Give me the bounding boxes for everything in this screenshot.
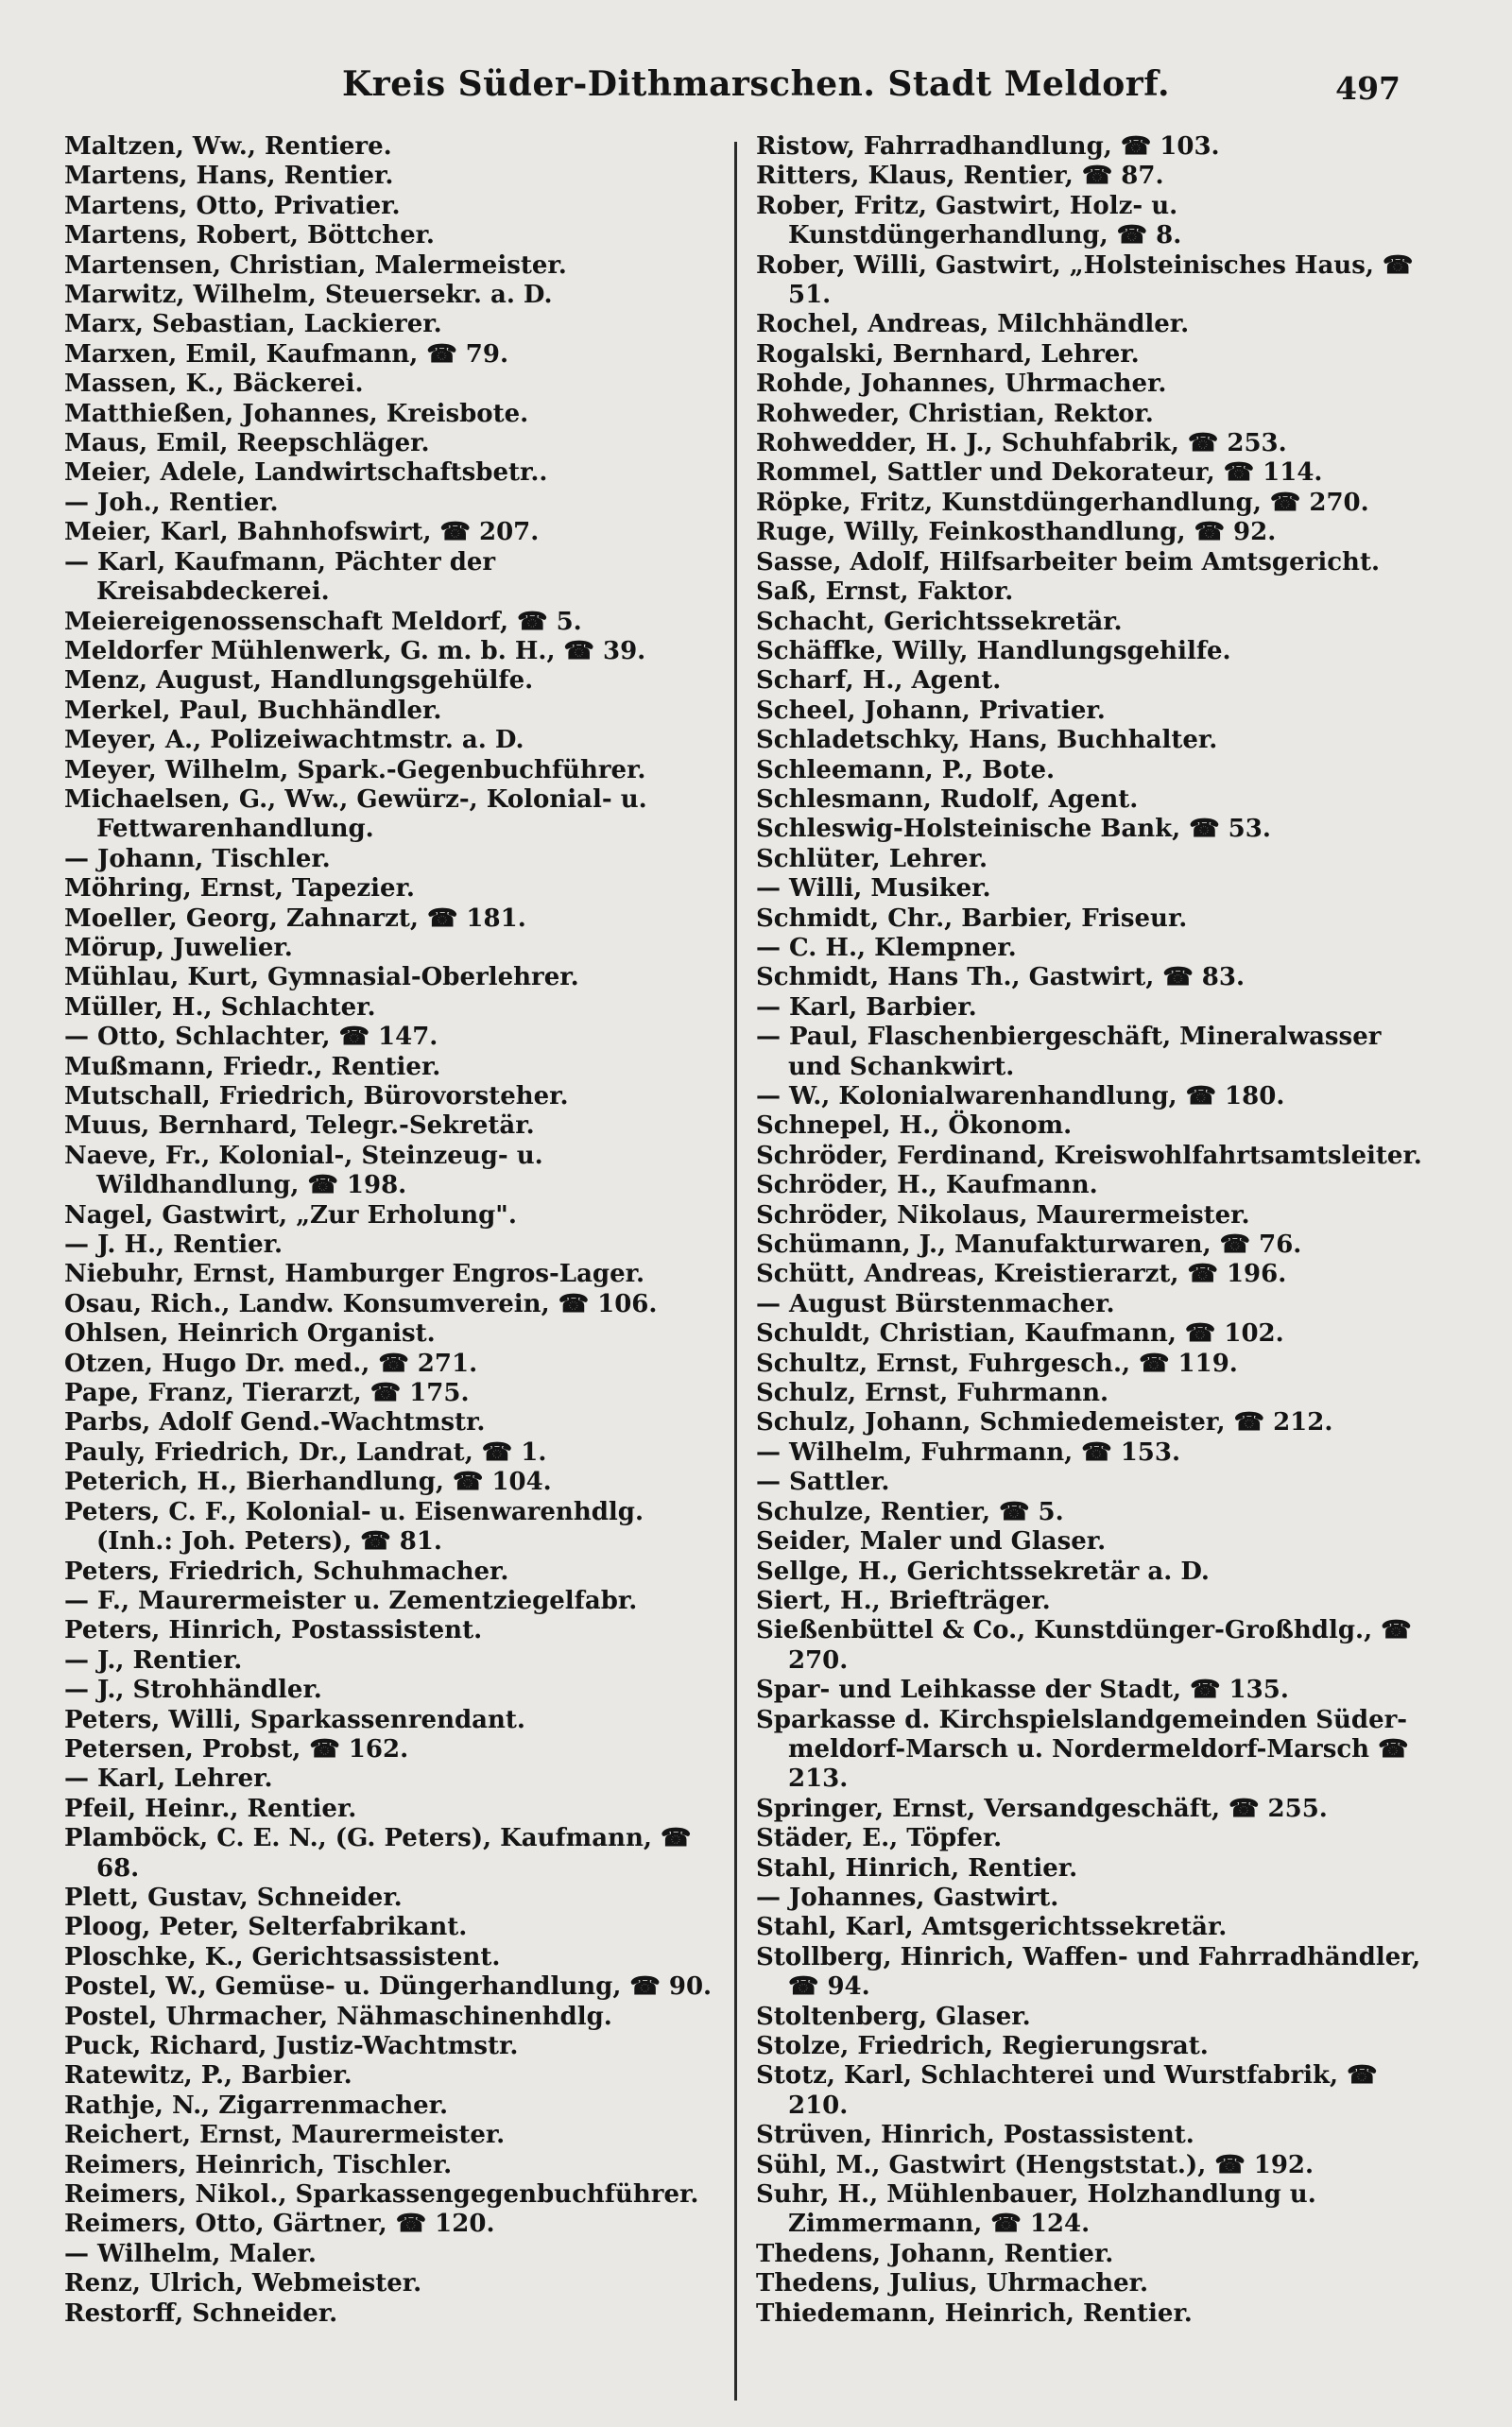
- directory-entry: Meyer, A., Polizeiwachtmstr. a. D.: [64, 726, 524, 755]
- directory-entry: Pauly, Friedrich, Dr., Landrat, ☎ 1.: [64, 1437, 547, 1467]
- directory-entry: Röpke, Fritz, Kunstdüngerhandlung, ☎ 270.: [756, 488, 1369, 517]
- directory-entry: Ristow, Fahrradhandlung, ☎ 103.: [756, 132, 1220, 161]
- directory-entry: Postel, W., Gemüse- u. Düngerhandlung, ☎ 90.: [64, 1972, 713, 2002]
- directory-entry: — Sattler.: [756, 1468, 890, 1497]
- directory-entry: Städer, E., Töpfer.: [756, 1824, 1003, 1853]
- directory-entry: Schmidt, Hans Th., Gastwirt, ☎ 83.: [756, 963, 1246, 992]
- directory-entry: Niebuhr, Ernst, Hamburger Engros-Lager.: [64, 1260, 645, 1289]
- directory-entry: Schuldt, Christian, Kaufmann, ☎ 102.: [756, 1319, 1284, 1349]
- directory-entry: Restorff, Schneider.: [64, 2298, 338, 2328]
- directory-entry: Marx, Sebastian, Lackierer.: [64, 310, 442, 339]
- directory-entry: Ploschke, K., Gerichtsassistent.: [64, 1942, 501, 1971]
- directory-entry: Thedens, Julius, Uhrmacher.: [756, 2269, 1149, 2298]
- directory-entry: Peters, Friedrich, Schuhmacher.: [64, 1557, 509, 1586]
- directory-entry: Martens, Hans, Rentier.: [64, 162, 394, 191]
- directory-entry: Martens, Otto, Privatier.: [64, 191, 401, 220]
- directory-entry: — Wilhelm, Maler.: [64, 2239, 317, 2268]
- directory-entry: Reimers, Otto, Gärtner, ☎ 120.: [64, 2210, 495, 2239]
- directory-entry: Martens, Robert, Böttcher.: [64, 221, 435, 250]
- directory-entry: Strüven, Hinrich, Postassistent.: [756, 2121, 1194, 2150]
- directory-entry: Petersen, Probst, ☎ 162.: [64, 1734, 409, 1764]
- directory-entry: Schulz, Ernst, Fuhrmann.: [756, 1379, 1109, 1408]
- directory-entry: Rochel, Andreas, Milchhändler.: [756, 310, 1190, 339]
- directory-entry: Naeve, Fr., Kolonial-, Steinzeug- u. Wildhandlung, ☎ 198.: [64, 1141, 543, 1200]
- directory-entry: Plamböck, C. E. N., (G. Peters), Kaufmann, ☎ 68.: [64, 1824, 692, 1883]
- directory-entry: — Karl, Barbier.: [756, 992, 977, 1022]
- directory-entry: Peters, C. F., Kolonial- u. Eisenwarenhdlg. (Inh.: Joh. Peters), ☎ 81.: [64, 1497, 644, 1557]
- directory-entry: Otzen, Hugo Dr. med., ☎ 271.: [64, 1349, 478, 1378]
- directory-entry: Schulz, Johann, Schmiedemeister, ☎ 212.: [756, 1408, 1333, 1437]
- directory-entry: Massen, K., Bäckerei.: [64, 370, 364, 399]
- directory-entry: Sparkasse d. Kirchspielslandgemeinden Süder-meldorf-Marsch u. Nordermeldorf-Marsch ☎ 213.: [756, 1705, 1409, 1794]
- left-column: [64, 132, 726, 2389]
- directory-entry: Reimers, Heinrich, Tischler.: [64, 2150, 453, 2179]
- directory-entry: Schulze, Rentier, ☎ 5.: [756, 1497, 1064, 1526]
- directory-entry: Matthießen, Johannes, Kreisbote.: [64, 399, 529, 428]
- directory-entry: Rommel, Sattler und Dekorateur, ☎ 114.: [756, 458, 1323, 488]
- directory-entry: Meier, Adele, Landwirtschaftsbetr..: [64, 458, 548, 488]
- directory-entry: Michaelsen, G., Ww., Gewürz-, Kolonial- u. Fettwarenhandlung.: [64, 784, 647, 844]
- directory-entry: Pape, Franz, Tierarzt, ☎ 175.: [64, 1379, 470, 1408]
- directory-entry: Marwitz, Wilhelm, Steuersekr. a. D.: [64, 281, 553, 310]
- directory-entry: — W., Kolonialwarenhandlung, ☎ 180.: [756, 1082, 1285, 1110]
- directory-entry: Suhr, H., Mühlenbauer, Holzhandlung u. Zimmermann, ☎ 124.: [756, 2180, 1316, 2239]
- directory-entry: Meier, Karl, Bahnhofswirt, ☎ 207.: [64, 518, 540, 547]
- directory-entry: Reichert, Ernst, Maurermeister.: [64, 2121, 506, 2150]
- directory-entry: Mutschall, Friedrich, Bürovorsteher.: [64, 1082, 569, 1110]
- directory-entry: Schäffke, Willy, Handlungsgehilfe.: [756, 636, 1231, 665]
- directory-entry: Sühl, M., Gastwirt (Hengststat.), ☎ 192.: [756, 2150, 1314, 2179]
- directory-entry: Schleswig-Holsteinische Bank, ☎ 53.: [756, 815, 1271, 844]
- directory-entry: Sasse, Adolf, Hilfsarbeiter beim Amtsgericht.: [756, 547, 1381, 577]
- directory-entry: Schultz, Ernst, Fuhrgesch., ☎ 119.: [756, 1349, 1238, 1378]
- directory-entry: Schleemann, P., Bote.: [756, 755, 1056, 784]
- directory-entry: Rober, Fritz, Gastwirt, Holz- u. Kunstdüngerhandlung, ☎ 8.: [756, 191, 1182, 250]
- directory-entry: Scheel, Johann, Privatier.: [756, 696, 1106, 725]
- directory-entry: — J., Strohhändler.: [64, 1676, 322, 1705]
- directory-entry: Mörup, Juwelier.: [64, 933, 293, 962]
- directory-entry: Siert, H., Briefträger.: [756, 1586, 1051, 1615]
- directory-entry: Rober, Willi, Gastwirt, „Holsteinisches Haus, ☎ 51.: [756, 250, 1414, 310]
- directory-entry: Peters, Willi, Sparkassenrendant.: [64, 1705, 525, 1734]
- directory-entry: Parbs, Adolf Gend.-Wachtmstr.: [64, 1408, 486, 1437]
- directory-entry: Mühlau, Kurt, Gymnasial-Oberlehrer.: [64, 963, 579, 992]
- directory-entry: Ruge, Willy, Feinkosthandlung, ☎ 92.: [756, 518, 1277, 547]
- page-number: 497: [1335, 70, 1400, 107]
- directory-entry: Schnepel, H., Ökonom.: [756, 1111, 1073, 1141]
- directory-entry: Springer, Ernst, Versandgeschäft, ☎ 255.: [756, 1794, 1328, 1823]
- directory-entry: Ritters, Klaus, Rentier, ☎ 87.: [756, 162, 1164, 191]
- directory-entry: Postel, Uhrmacher, Nähmaschinenhdlg.: [64, 2002, 612, 2031]
- directory-entry: — Johannes, Gastwirt.: [756, 1883, 1059, 1912]
- directory-entry: Schütt, Andreas, Kreistierarzt, ☎ 196.: [756, 1260, 1287, 1289]
- directory-entry: Ohlsen, Heinrich Organist.: [64, 1319, 436, 1349]
- directory-entry: Meiereigenossenschaft Meldorf, ☎ 5.: [64, 607, 582, 636]
- directory-entry: Schacht, Gerichtssekretär.: [756, 607, 1123, 636]
- directory-entry: — August Bürstenmacher.: [756, 1289, 1115, 1318]
- directory-entry: — Johann, Tischler.: [64, 844, 331, 873]
- directory-entry: Schröder, Ferdinand, Kreiswohlfahrtsamtsleiter.: [756, 1141, 1422, 1170]
- directory-entry: Schröder, H., Kaufmann.: [756, 1171, 1098, 1200]
- directory-entry: Menz, August, Handlungsgehülfe.: [64, 666, 534, 696]
- directory-entry: Maltzen, Ww., Rentiere.: [64, 132, 392, 161]
- page-header: [0, 59, 1512, 115]
- directory-entry: Marxen, Emil, Kaufmann, ☎ 79.: [64, 339, 509, 369]
- running-title: Kreis Süder-Dithmarschen. Stadt Meldorf.: [342, 64, 1170, 104]
- directory-entry: Schümann, J., Manufakturwaren, ☎ 76.: [756, 1231, 1302, 1260]
- directory-entry: Stahl, Karl, Amtsgerichtssekretär.: [756, 1913, 1228, 1942]
- directory-entry: Ploog, Peter, Selterfabrikant.: [64, 1913, 468, 1942]
- directory-entry: Meldorfer Mühlenwerk, G. m. b. H., ☎ 39.: [64, 636, 646, 665]
- directory-entry: Peterich, H., Bierhandlung, ☎ 104.: [64, 1468, 552, 1497]
- directory-entry: Nagel, Gastwirt, „Zur Erholung".: [64, 1200, 517, 1230]
- directory-entry: — Joh., Rentier.: [64, 488, 279, 517]
- directory-entry: Thiedemann, Heinrich, Rentier.: [756, 2298, 1193, 2328]
- directory-entry: Sellge, H., Gerichtssekretär a. D.: [756, 1557, 1210, 1586]
- directory-entry: — J., Rentier.: [64, 1645, 243, 1675]
- directory-entry: Schlesmann, Rudolf, Agent.: [756, 784, 1139, 814]
- directory-entry: — Otto, Schlachter, ☎ 147.: [64, 1023, 438, 1052]
- directory-entry: Möhring, Ernst, Tapezier.: [64, 874, 415, 904]
- directory-entry: Schlüter, Lehrer.: [756, 844, 988, 873]
- directory-entry: — Wilhelm, Fuhrmann, ☎ 153.: [756, 1437, 1181, 1467]
- directory-entry: Rohwedder, H. J., Schuhfabrik, ☎ 253.: [756, 429, 1287, 458]
- directory-entry: Rathje, N., Zigarrenmacher.: [64, 2091, 448, 2120]
- directory-entry: Seider, Maler und Glaser.: [756, 1527, 1107, 1557]
- directory-entry: Renz, Ulrich, Webmeister.: [64, 2269, 422, 2298]
- directory-entry: Merkel, Paul, Buchhändler.: [64, 696, 442, 725]
- right-column: [756, 132, 1425, 2389]
- directory-entry: Scharf, H., Agent.: [756, 666, 1002, 696]
- directory-entry: Puck, Richard, Justiz-Wachtmstr.: [64, 2032, 519, 2060]
- directory-entry: Stollberg, Hinrich, Waffen- und Fahrradhändler, ☎ 94.: [756, 1942, 1421, 2002]
- directory-entry: Reimers, Nikol., Sparkassengegenbuchführer.: [64, 2180, 699, 2210]
- directory-entry: Maus, Emil, Reepschläger.: [64, 429, 430, 458]
- directory-entry: — F., Maurermeister u. Zementziegelfabr.: [64, 1586, 638, 1615]
- directory-entry: — Karl, Lehrer.: [64, 1764, 273, 1794]
- directory-entry: Mußmann, Friedr., Rentier.: [64, 1052, 441, 1081]
- directory-entry: Spar- und Leihkasse der Stadt, ☎ 135.: [756, 1676, 1289, 1705]
- directory-entry: Meyer, Wilhelm, Spark.-Gegenbuchführer.: [64, 755, 646, 784]
- directory-entry: Schladetschky, Hans, Buchhalter.: [756, 726, 1218, 755]
- directory-entry: Thedens, Johann, Rentier.: [756, 2239, 1114, 2268]
- directory-entry: Rohde, Johannes, Uhrmacher.: [756, 370, 1167, 399]
- directory-entry: Ratewitz, P., Barbier.: [64, 2061, 352, 2091]
- directory-entry: — Karl, Kaufmann, Pächter der Kreisabdeckerei.: [64, 547, 496, 607]
- directory-entry: Sießenbüttel & Co., Kunstdünger-Großhdlg., ☎ 270.: [756, 1616, 1412, 1675]
- directory-entry: Rogalski, Bernhard, Lehrer.: [756, 339, 1140, 369]
- directory-entry: Schröder, Nikolaus, Maurermeister.: [756, 1200, 1250, 1230]
- directory-entry: Stotz, Karl, Schlachterei und Wurstfabrik, ☎ 210.: [756, 2061, 1378, 2120]
- directory-entry: — C. H., Klempner.: [756, 933, 1017, 962]
- directory-entry: Osau, Rich., Landw. Konsumverein, ☎ 106.: [64, 1289, 658, 1318]
- directory-entry: Saß, Ernst, Faktor.: [756, 577, 1014, 607]
- directory-entry: Schmidt, Chr., Barbier, Friseur.: [756, 904, 1188, 933]
- directory-entry: Müller, H., Schlachter.: [64, 992, 376, 1022]
- directory-entry: Stoltenberg, Glaser.: [756, 2002, 1031, 2031]
- directory-entry: Stahl, Hinrich, Rentier.: [756, 1853, 1078, 1883]
- column-divider: [734, 142, 737, 2401]
- directory-entry: Rohweder, Christian, Rektor.: [756, 399, 1154, 428]
- directory-entry: Pfeil, Heinr., Rentier.: [64, 1794, 357, 1823]
- directory-entry: — Willi, Musiker.: [756, 874, 991, 904]
- directory-entry: Muus, Bernhard, Telegr.-Sekretär.: [64, 1111, 535, 1141]
- directory-entry: Martensen, Christian, Malermeister.: [64, 250, 567, 280]
- directory-entry: Peters, Hinrich, Postassistent.: [64, 1616, 483, 1645]
- directory-entry: Plett, Gustav, Schneider.: [64, 1883, 403, 1912]
- directory-entry: — J. H., Rentier.: [64, 1231, 284, 1260]
- directory-entry: Moeller, Georg, Zahnarzt, ☎ 181.: [64, 904, 526, 933]
- directory-entry: — Paul, Flaschenbiergeschäft, Mineralwasser und Schankwirt.: [756, 1023, 1382, 1081]
- directory-entry: Stolze, Friedrich, Regierungsrat.: [756, 2032, 1209, 2060]
